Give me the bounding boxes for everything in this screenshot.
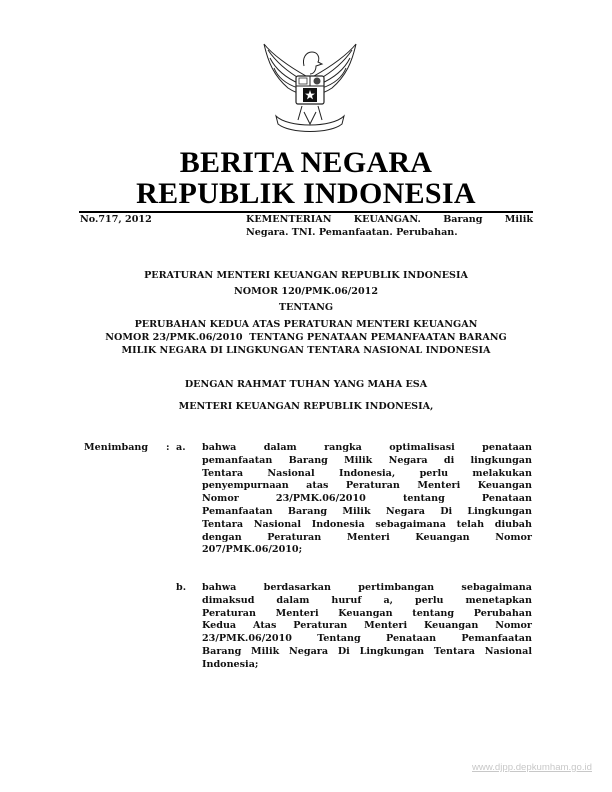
regulation-subject-line: MILIK NEGARA DI LINGKUNGAN TENTARA NASIONAL INDONESIA xyxy=(121,344,491,356)
item-line: Kedua Atas Peraturan Menteri Keuangan Nomor xyxy=(202,620,532,632)
item-body xyxy=(202,442,532,557)
item-line: Tentara Nasional Indonesia, perlu melakukan xyxy=(202,467,532,479)
masthead-title-line2: REPUBLIK INDONESIA xyxy=(136,177,476,210)
item-letter: a. xyxy=(176,442,186,453)
keywords-line: Negara. TNI. Pemanfaatan. Perubahan. xyxy=(246,226,458,238)
item-line: dengan Peraturan Menteri Keuangan Nomor xyxy=(202,531,532,543)
item-body xyxy=(202,582,532,672)
item-line: bahwa dalam rangka optimalisasi penataan xyxy=(202,442,532,453)
regulation-number: NOMOR 120/PMK.06/2012 xyxy=(233,286,378,297)
footer-website-link[interactable]: www.djpp.depkumham.go.id xyxy=(472,762,592,773)
regulation-title-line: PERATURAN MENTERI KEUANGAN REPUBLIK INDONESIA xyxy=(144,270,468,281)
regulation-opening xyxy=(60,374,552,418)
regulation-subject-line: NOMOR 23/PMK.06/2010 TENTANG PENATAAN PEMANFAATAN BARANG xyxy=(105,331,507,343)
regulation-title xyxy=(60,268,552,316)
regulation-subject xyxy=(60,319,552,357)
garuda-emblem-icon xyxy=(258,36,362,136)
item-line: bahwa berdasarkan pertimbangan sebagaimana xyxy=(202,582,532,593)
opening-line: MENTERI KEUANGAN REPUBLIK INDONESIA, xyxy=(178,401,434,412)
item-line: Indonesia; xyxy=(202,658,259,670)
gazette-keywords xyxy=(246,214,533,239)
considering-colon: : xyxy=(166,442,170,453)
opening-line: DENGAN RAHMAT TUHAN YANG MAHA ESA xyxy=(184,379,428,390)
item-line: pemanfaatan Barang Milik Negara di lingkungan xyxy=(202,454,532,466)
item-line: 23/PMK.06/2010 Tentang Penataan Pemanfaatan xyxy=(202,633,532,645)
item-letter: b. xyxy=(176,582,187,593)
item-line: dimaksud dalam huruf a, perlu menetapkan xyxy=(202,594,532,606)
regulation-tentang: TENTANG xyxy=(278,302,334,313)
item-line: Pemanfaatan Barang Milik Negara Di Lingkungan xyxy=(202,505,532,517)
regulation-subject-line: PERUBAHAN KEDUA ATAS PERATURAN MENTERI KEUANGAN xyxy=(134,319,478,330)
masthead-divider xyxy=(79,211,533,213)
item-line: Peraturan Menteri Keuangan tentang Perubahan xyxy=(202,607,532,619)
keywords-line: KEMENTERIAN KEUANGAN. Barang Milik xyxy=(246,214,533,225)
considering-label: Menimbang xyxy=(84,442,149,453)
masthead-title-line1: BERITA NEGARA xyxy=(179,146,433,179)
item-line: 207/PMK.06/2010; xyxy=(202,544,303,556)
item-line: Barang Milik Negara Di Lingkungan Tentara Nasional xyxy=(202,645,532,657)
item-line: Nomor 23/PMK.06/2010 tentang Penataan xyxy=(202,493,532,505)
gazette-number: No.717, 2012 xyxy=(80,214,152,225)
item-line: penyempurnaan atas Peraturan Menteri Keuangan xyxy=(202,480,532,492)
item-line: Tentara Nasional Indonesia sebagaimana telah diubah xyxy=(202,518,532,530)
